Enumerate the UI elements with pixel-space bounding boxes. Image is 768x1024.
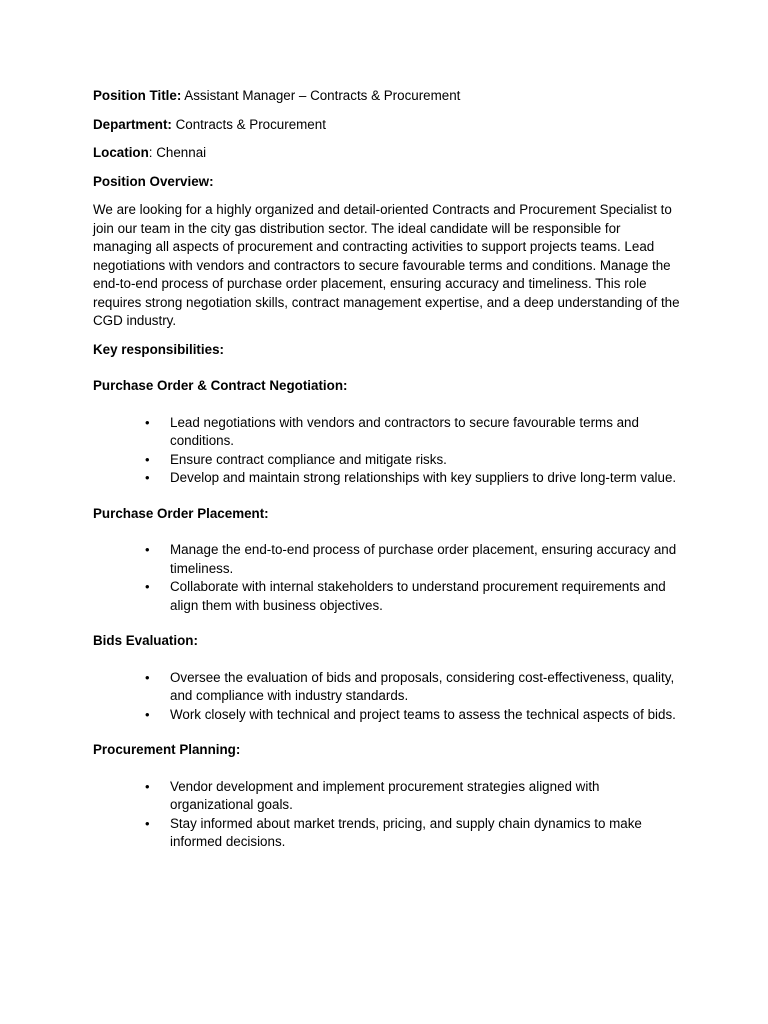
bullet-icon: •: [145, 414, 150, 430]
list-item-text: Collaborate with internal stakeholders to understand procurement requirements and align them with business objectives.: [170, 579, 666, 613]
section-title-bids-evaluation: Bids Evaluation:: [93, 633, 198, 648]
position-title-value: Assistant Manager – Contracts & Procurement: [181, 88, 461, 103]
bullet-icon: •: [145, 778, 150, 794]
bullet-list-po-placement: [93, 541, 683, 615]
list-item: [93, 451, 683, 470]
list-item-text: Lead negotiations with vendors and contractors to secure favourable terms and conditions.: [170, 414, 639, 448]
list-item-text: Oversee the evaluation of bids and proposals, considering cost-effectiveness, quality, and compliance with industry standards.: [170, 669, 675, 703]
list-item-text: Vendor development and implement procurement strategies aligned with organizational goals.: [170, 778, 600, 812]
list-item: [93, 669, 683, 706]
list-item: [93, 578, 683, 615]
location-label: Location: [93, 145, 149, 160]
position-title-label: Position Title:: [93, 88, 182, 103]
bullet-icon: •: [145, 815, 150, 831]
key-responsibilities-heading: Key responsibilities:: [93, 341, 224, 357]
document-content: [93, 87, 683, 869]
list-item: [93, 469, 683, 488]
section-title-negotiation: Purchase Order & Contract Negotiation:: [93, 378, 348, 393]
location-value: : Chennai: [148, 145, 207, 160]
position-title-field: [93, 87, 683, 106]
list-item: [93, 414, 683, 451]
department-field: [93, 116, 683, 135]
overview-heading: Position Overview:: [93, 173, 214, 189]
department-value: Contracts & Procurement: [171, 116, 326, 132]
bullet-list-bids-evaluation: [93, 669, 683, 725]
bullet-icon: •: [145, 470, 150, 485]
bullet-list-negotiation: [93, 414, 683, 488]
list-item: [93, 541, 683, 578]
bullet-icon: •: [145, 542, 150, 557]
list-item-text: Ensure contract compliance and mitigate risks.: [170, 451, 447, 467]
section-title-po-placement: Purchase Order Placement:: [93, 505, 269, 521]
list-item: [93, 778, 683, 815]
list-item: [93, 815, 683, 852]
bullet-icon: •: [145, 579, 150, 594]
list-item-text: Work closely with technical and project teams to assess the technical aspects of bids.: [170, 706, 676, 722]
bullet-list-procurement-planning: [93, 778, 683, 852]
section-title-procurement-planning: Procurement Planning:: [93, 742, 241, 757]
overview-paragraph: We are looking for a highly organized and detail-oriented Contracts and Procurement Specialist to join our team in the city gas distribution sector. The ideal candidate will be responsible for managing all aspects of procurement and contracting activities to support projects teams. Lead negotiations with vendors and contractors to secure favourable terms and conditions. Manage the end-to-end process of purchase order placement, ensuring accuracy and timeliness. This role requires strong negotiation skills, contract management expertise, and a deep understanding of the CGD industry.: [93, 202, 680, 328]
list-item: [93, 706, 683, 725]
list-item-text: Manage the end-to-end process of purchase order placement, ensuring accuracy and timeliness.: [170, 542, 677, 576]
bullet-icon: •: [145, 669, 150, 685]
list-item-text: Develop and maintain strong relationships with key suppliers to drive long-term value.: [170, 470, 677, 485]
bullet-icon: •: [145, 451, 150, 467]
location-field: [93, 144, 683, 163]
bullet-icon: •: [145, 706, 150, 722]
department-label: Department:: [93, 116, 172, 132]
list-item-text: Stay informed about market trends, pricing, and supply chain dynamics to make informed decisions.: [170, 815, 642, 849]
